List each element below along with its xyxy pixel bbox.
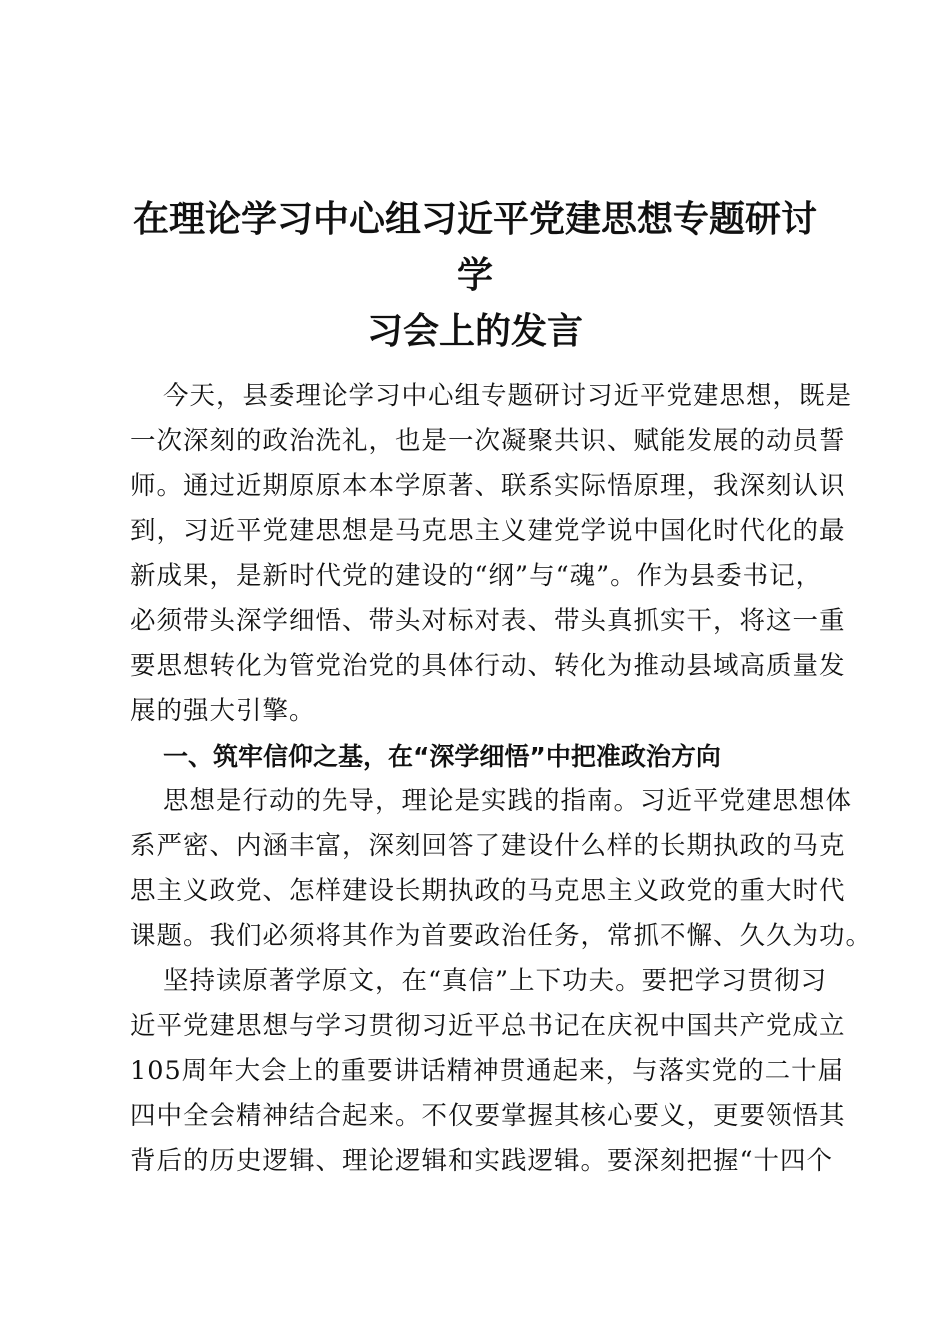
text-line: 必须带头深学细悟、带头对标对表、带头真抓实干，将这一重: [130, 606, 846, 636]
text-line: 今天，县委理论学习中心组专题研讨习近平党建思想，既是: [163, 381, 853, 411]
text-line: 系严密、内涵丰富，深刻回答了建设什么样的长期执政的马克: [130, 831, 846, 861]
document-title: [118, 192, 832, 360]
paragraph-intro: [130, 374, 853, 734]
title-line-2: 习会上的发言: [366, 311, 583, 352]
text-line: 思主义政党、怎样建设长期执政的马克思主义政党的重大时代: [130, 876, 846, 906]
text-line: 课题。我们必须将其作为首要政治任务，常抓不懈、久久为功。: [130, 921, 873, 951]
text-line: 新成果，是新时代党的建设的“纲”与“魂”。作为县委书记，: [130, 561, 823, 591]
text-line: 师。通过近期原原本本学原著、联系实际悟原理，我深刻认识: [130, 471, 846, 501]
text-line: 到，习近平党建思想是马克思主义建党学说中国化时代化的最: [130, 516, 846, 546]
text-line: 思想是行动的先导，理论是实践的指南。习近平党建思想体: [163, 786, 853, 816]
section-heading-1: 一、筑牢信仰之基，在“深学细悟”中把准政治方向: [163, 742, 721, 771]
document-body: [130, 374, 873, 1184]
text-line: 坚持读原著学原文，在“真信”上下功夫。要把学习贯彻习: [163, 966, 828, 996]
text-line: 要思想转化为管党治党的具体行动、转化为推动县域高质量发: [130, 651, 846, 681]
paragraph-section-1-intro: [130, 779, 873, 959]
text-line: 背后的历史逻辑、理论逻辑和实践逻辑。要深刻把握“十四个: [130, 1146, 834, 1176]
text-line: 展的强大引擎。: [130, 696, 316, 726]
title-line-1: 在理论学习中心组习近平党建思想专题研讨学: [132, 199, 817, 296]
text-line: 近平党建思想与学习贯彻习近平总书记在庆祝中国共产党成立: [130, 1011, 846, 1041]
paragraph-read-originals: [130, 959, 846, 1184]
text-line: 105周年大会上的重要讲话精神贯通起来，与落实党的二十届: [130, 1056, 845, 1086]
text-line: 一次深刻的政治洗礼，也是一次凝聚共识、赋能发展的动员誓: [130, 426, 846, 456]
text-line: 四中全会精神结合起来。不仅要掌握其核心要义，更要领悟其: [130, 1101, 846, 1131]
